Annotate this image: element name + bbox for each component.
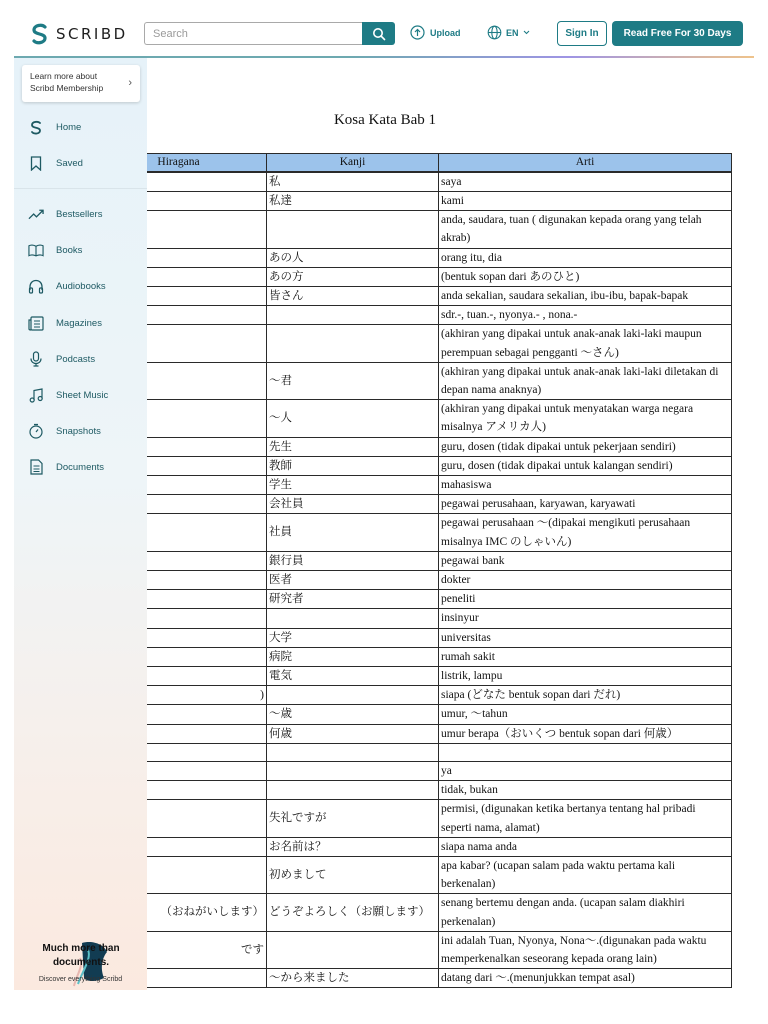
sidebar-item-snapshots[interactable] bbox=[28, 423, 101, 439]
headphones-icon bbox=[28, 278, 44, 294]
sidebar-item-label: Podcasts bbox=[56, 353, 96, 365]
cell-kanji: あの方 bbox=[267, 267, 439, 286]
table-row bbox=[91, 781, 732, 800]
sidebar-item-label: Books bbox=[56, 244, 83, 256]
table-row bbox=[91, 211, 732, 248]
sidebar-item-label: Bestsellers bbox=[56, 208, 103, 220]
table-row bbox=[91, 437, 732, 456]
cell-kanji: あの人 bbox=[267, 248, 439, 267]
upload-icon bbox=[410, 25, 425, 40]
chevron-down-icon bbox=[523, 30, 530, 35]
cell-kanji: ～から来ました bbox=[267, 969, 439, 988]
cell-arti: tidak, bukan bbox=[439, 781, 732, 800]
search-icon bbox=[372, 27, 386, 41]
cell-arti: siapa (どなた bentuk sopan dari だれ) bbox=[439, 686, 732, 705]
language-selector[interactable] bbox=[487, 25, 530, 40]
scribd-logo[interactable] bbox=[30, 22, 128, 46]
promo-title: Much more than documents. bbox=[42, 943, 120, 968]
sidebar-item-magazines[interactable] bbox=[28, 315, 102, 331]
table-row bbox=[91, 590, 732, 609]
cell-arti: ini adalah Tuan, Nyonya, Nona～.(digunakan pada waktu memperkenalkan seseorang kepada orang lain) bbox=[439, 931, 732, 968]
cell-kanji: 私達 bbox=[267, 191, 439, 210]
table-row bbox=[91, 191, 732, 210]
table-row bbox=[91, 761, 732, 780]
sidebar-item-home[interactable] bbox=[28, 119, 81, 135]
sidebar-item-books[interactable] bbox=[28, 242, 82, 258]
table-row bbox=[91, 686, 732, 705]
sidebar-item-label: Audiobooks bbox=[56, 280, 106, 292]
search-button[interactable] bbox=[362, 22, 395, 45]
cell-kanji bbox=[267, 761, 439, 780]
cell-kanji: 社員 bbox=[267, 514, 439, 551]
sign-in-button[interactable]: Sign In bbox=[557, 21, 607, 46]
sidebar-item-podcasts[interactable] bbox=[28, 351, 95, 367]
magazine-icon bbox=[28, 315, 44, 331]
cell-kanji: どうぞよろしく（お願します） bbox=[267, 894, 439, 931]
cell-kanji bbox=[267, 743, 439, 761]
cell-kanji: ～君 bbox=[267, 362, 439, 399]
cell-arti: sdr.-, tuan.-, nyonya.- , nona.- bbox=[439, 306, 732, 325]
cell-kanji bbox=[267, 211, 439, 248]
cell-arti: anda, saudara, tuan ( digunakan kepada orang yang telah akrab) bbox=[439, 211, 732, 248]
cell-kanji bbox=[267, 306, 439, 325]
cell-kanji bbox=[267, 325, 439, 362]
cell-arti: ya bbox=[439, 761, 732, 780]
cell-kanji bbox=[267, 686, 439, 705]
cell-arti: guru, dosen (tidak dipakai untuk kalangan sendiri) bbox=[439, 456, 732, 475]
cell-arti: kami bbox=[439, 191, 732, 210]
cell-arti: anda sekalian, saudara sekalian, ibu-ibu, bapak-bapak bbox=[439, 286, 732, 305]
table-row bbox=[91, 551, 732, 570]
vocabulary-table bbox=[90, 153, 732, 988]
promo-subtitle: Discover everything Scribd bbox=[38, 976, 123, 983]
upload-button[interactable] bbox=[410, 25, 461, 40]
sidebar-item-label: Magazines bbox=[56, 317, 102, 329]
table-header-row bbox=[91, 154, 732, 172]
sidebar-item-documents[interactable] bbox=[28, 459, 104, 475]
book-icon bbox=[28, 242, 44, 258]
table-row bbox=[91, 705, 732, 724]
table-row bbox=[91, 475, 732, 494]
cell-kanji: 研究者 bbox=[267, 590, 439, 609]
cell-kanji: 先生 bbox=[267, 437, 439, 456]
snapshot-icon bbox=[28, 423, 44, 439]
cell-arti: orang itu, dia bbox=[439, 248, 732, 267]
column-header-arti: Arti bbox=[439, 154, 732, 172]
cell-kanji: 皆さん bbox=[267, 286, 439, 305]
cell-kanji: 医者 bbox=[267, 570, 439, 589]
cell-arti: saya bbox=[439, 172, 732, 192]
sidebar-item-audiobooks[interactable] bbox=[28, 278, 106, 294]
cell-arti: (akhiran yang dipakai untuk anak-anak laki-laki maupun perempuan sebagai pengganti ～さん) bbox=[439, 325, 732, 362]
document-icon bbox=[28, 459, 44, 475]
sidebar-item-label: Snapshots bbox=[56, 425, 101, 437]
cell-kanji: 教師 bbox=[267, 456, 439, 475]
cell-kanji: ～歳 bbox=[267, 705, 439, 724]
cell-kanji: 学生 bbox=[267, 475, 439, 494]
table-row bbox=[91, 856, 732, 893]
sidebar-item-saved[interactable] bbox=[28, 155, 83, 171]
table-row bbox=[91, 248, 732, 267]
sidebar-item-label: Documents bbox=[56, 461, 105, 473]
cell-arti: peneliti bbox=[439, 590, 732, 609]
sidebar-item-label: Sheet Music bbox=[56, 389, 109, 401]
sidebar bbox=[14, 58, 147, 990]
cell-hiragana: ) bbox=[91, 686, 267, 705]
read-free-button[interactable]: Read Free For 30 Days bbox=[612, 21, 743, 46]
table-row bbox=[91, 931, 732, 968]
cell-kanji: 銀行員 bbox=[267, 551, 439, 570]
sidebar-item-bestsellers[interactable] bbox=[28, 206, 102, 222]
table-row bbox=[91, 894, 732, 931]
table-row bbox=[91, 969, 732, 988]
table-row bbox=[91, 400, 732, 437]
cell-hiragana: です bbox=[91, 931, 267, 968]
cell-kanji bbox=[267, 931, 439, 968]
logo-text: SCRIBD bbox=[56, 25, 128, 43]
table-row bbox=[91, 456, 732, 475]
cell-arti: dokter bbox=[439, 570, 732, 589]
document-title: Kosa Kata Bab 1 bbox=[333, 112, 437, 128]
cell-arti: universitas bbox=[439, 628, 732, 647]
language-label: EN bbox=[506, 27, 519, 38]
cell-arti: siapa nama anda bbox=[439, 837, 732, 856]
cell-arti: umur berapa（おいくつ bentuk sopan dari 何歳） bbox=[439, 724, 732, 743]
chevron-right-icon: › bbox=[128, 77, 132, 89]
sidebar-item-label: Home bbox=[56, 121, 82, 133]
membership-card[interactable] bbox=[22, 65, 140, 102]
table-row bbox=[91, 666, 732, 685]
scribd-icon bbox=[28, 119, 44, 135]
cell-kanji: 私 bbox=[267, 172, 439, 192]
membership-line1: Learn more about bbox=[30, 71, 98, 81]
table-row bbox=[91, 325, 732, 362]
cell-arti: senang bertemu dengan anda. (ucapan salam diakhiri perkenalan) bbox=[439, 894, 732, 931]
cell-arti: insinyur bbox=[439, 609, 732, 628]
cell-arti: mahasiswa bbox=[439, 475, 732, 494]
membership-line2: Scribd Membership bbox=[30, 83, 104, 93]
cell-kanji: 電気 bbox=[267, 666, 439, 685]
sidebar-item-sheet-music[interactable] bbox=[28, 387, 108, 403]
cell-arti: listrik, lampu bbox=[439, 666, 732, 685]
sidebar-divider bbox=[14, 188, 147, 189]
music-icon bbox=[28, 387, 44, 403]
cell-arti: (akhiran yang dipakai untuk anak-anak laki-laki diletakan di depan nama anaknya) bbox=[439, 362, 732, 399]
cell-arti: (akhiran yang dipakai untuk menyatakan warga negara misalnya アメリカ人) bbox=[439, 400, 732, 437]
bookmark-icon bbox=[28, 155, 44, 171]
column-header-hiragana: Hiragana bbox=[91, 154, 267, 172]
table-row bbox=[91, 267, 732, 286]
cell-arti: pegawai perusahaan ～(dipakai mengikuti perusahaan misalnya IMC のしゃいん) bbox=[439, 514, 732, 551]
cell-kanji: 何歳 bbox=[267, 724, 439, 743]
microphone-icon bbox=[28, 351, 44, 367]
cell-arti: (bentuk sopan dari あのひと) bbox=[439, 267, 732, 286]
cell-arti bbox=[439, 743, 732, 761]
table-row bbox=[91, 514, 732, 551]
search-input[interactable] bbox=[144, 22, 362, 45]
cell-kanji bbox=[267, 781, 439, 800]
cell-arti: apa kabar? (ucapan salam pada waktu pertama kali berkenalan) bbox=[439, 856, 732, 893]
cell-hiragana: （おねがいします） bbox=[91, 894, 267, 931]
table-row bbox=[91, 362, 732, 399]
table-row bbox=[91, 647, 732, 666]
scribd-logo-icon bbox=[30, 23, 50, 45]
table-row bbox=[91, 609, 732, 628]
column-header-kanji: Kanji bbox=[267, 154, 439, 172]
table-row bbox=[91, 495, 732, 514]
cell-arti: rumah sakit bbox=[439, 647, 732, 666]
cell-arti: guru, dosen (tidak dipakai untuk pekerjaan sendiri) bbox=[439, 437, 732, 456]
table-row bbox=[91, 172, 732, 192]
table-row bbox=[91, 724, 732, 743]
cell-arti: datang dari ～.(menunjukkan tempat asal) bbox=[439, 969, 732, 988]
cell-kanji: 初めまして bbox=[267, 856, 439, 893]
table-row bbox=[91, 306, 732, 325]
globe-icon bbox=[487, 25, 502, 40]
table-row bbox=[91, 570, 732, 589]
cell-kanji: 失礼ですが bbox=[267, 800, 439, 837]
search-bar bbox=[144, 22, 395, 45]
cell-kanji: ～人 bbox=[267, 400, 439, 437]
table-row bbox=[91, 800, 732, 837]
cell-arti: umur, ～tahun bbox=[439, 705, 732, 724]
sidebar-item-label: Saved bbox=[56, 157, 83, 169]
cell-arti: pegawai perusahaan, karyawan, karyawati bbox=[439, 495, 732, 514]
cell-arti: permisi, (digunakan ketika bertanya tentang hal pribadi seperti nama, alamat) bbox=[439, 800, 732, 837]
table-row bbox=[91, 628, 732, 647]
table-row bbox=[91, 743, 732, 761]
cell-kanji: 大学 bbox=[267, 628, 439, 647]
top-header bbox=[0, 0, 768, 58]
cell-kanji: 会社員 bbox=[267, 495, 439, 514]
trending-icon bbox=[28, 206, 44, 222]
upload-label: Upload bbox=[430, 27, 461, 38]
cell-kanji bbox=[267, 609, 439, 628]
table-row bbox=[91, 286, 732, 305]
cell-kanji: お名前は？ bbox=[267, 837, 439, 856]
cell-kanji: 病院 bbox=[267, 647, 439, 666]
table-row bbox=[91, 837, 732, 856]
cell-arti: pegawai bank bbox=[439, 551, 732, 570]
